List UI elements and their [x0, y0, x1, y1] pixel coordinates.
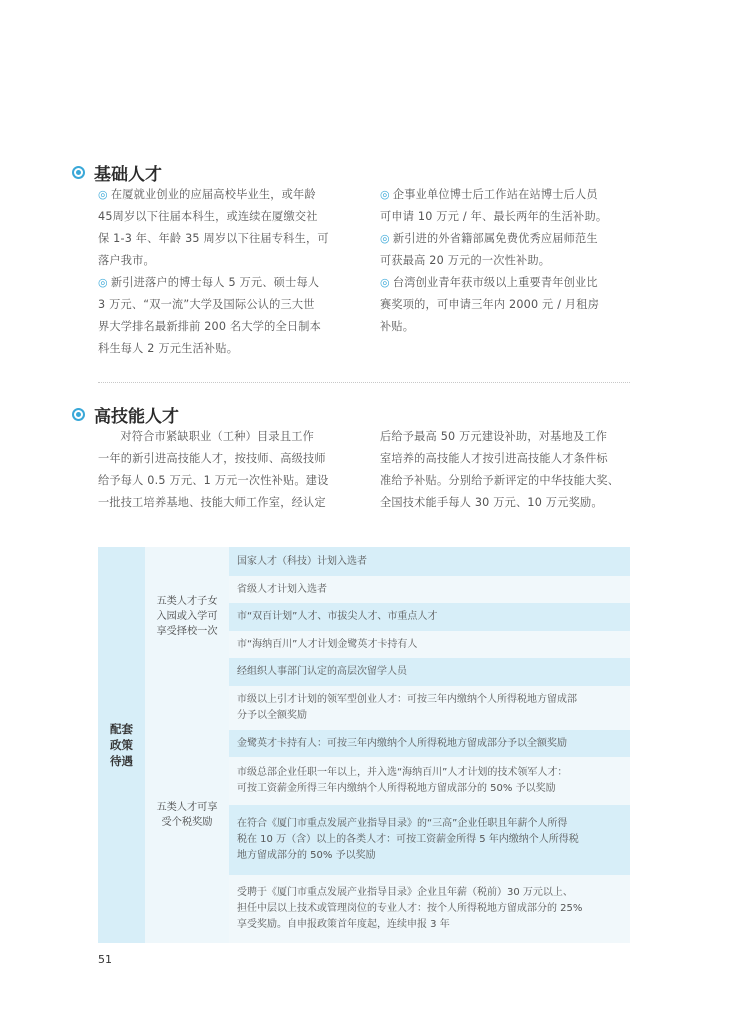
page-number: 51	[98, 953, 112, 966]
text-line: 保 1-3 年、年龄 35 周岁以下往届专科生，可	[98, 232, 329, 245]
basic-left-column	[98, 184, 360, 360]
header-line: 享受择校一次	[156, 626, 218, 637]
text-line: 准给予补贴。分别给予新评定的中华技能大奖、	[380, 474, 620, 487]
ring-bullet-icon: ◎	[98, 188, 108, 201]
ring-bullet-icon: ◎	[98, 276, 108, 289]
table-row: 市级以上引才计划的领军型创业人才：可按三年内缴纳个人所得税地方留成部 分予以全额奖励	[229, 686, 630, 730]
table-row: 市“海纳百川”人才计划金鹭英才卡持有人	[229, 631, 630, 658]
paragraph: ◎ 新引进的外省籍部属免费优秀应届师范生	[380, 232, 598, 245]
section-divider	[98, 382, 630, 383]
target-bullet-icon	[72, 166, 85, 179]
text-line: 落户我市。	[98, 254, 155, 267]
table-row: 国家人才（科技）计划入选者	[229, 547, 630, 576]
paragraph: ◎ 新引进落户的博士每人 5 万元、硕士每人	[98, 276, 320, 289]
text-line: 科生每人 2 万元生活补贴。	[98, 342, 239, 355]
target-bullet-icon	[72, 408, 85, 421]
table-row: 受聘于《厦门市重点发展产业指导目录》企业且年薪（税前）30 万元以上、 担任中层以上技术或管理岗位的专业人才：按个人所得税地方留成部分的 25% 享受奖励。自申报政策首年度起，连续申报 3 年	[229, 875, 630, 943]
high-skill-right-column	[380, 426, 642, 514]
header-line: 配套	[110, 722, 133, 736]
table-row: 省级人才计划入选者	[229, 576, 630, 603]
table-row: 金鹭英才卡持有人：可按三年内缴纳个人所得税地方留成部分予以全额奖励	[229, 730, 630, 757]
text-line: 可获最高 20 万元的一次性补助。	[380, 254, 551, 267]
text-line: 一年的新引进高技能人才，按技师、高级技师	[98, 452, 326, 465]
text-line: 补贴。	[380, 320, 415, 333]
table-row: 市级总部企业任职一年以上，并入选“海纳百川”人才计划的技术领军人才： 可按工资薪金所得三年内缴纳个人所得税地方留成部分的 50% 予以奖励	[229, 757, 630, 805]
text-line: 界大学排名最新排前 200 名大学的全日制本	[98, 320, 322, 333]
text-line: 室培养的高技能人才按引进高技能人才条件标	[380, 452, 608, 465]
ring-bullet-icon: ◎	[380, 232, 390, 245]
text-line: 对符合市紧缺职业（工种）目录且工作	[120, 430, 314, 443]
text-line: 可申请 10 万元 / 年、最长两年的生活补助。	[380, 210, 608, 223]
text-line: 一批技工培养基地、技能大师工作室，经认定	[98, 496, 326, 509]
group-header-tax	[145, 686, 229, 943]
text-line: 3 万元、“双一流”大学及国际公认的三大世	[98, 298, 315, 311]
table-row: 在符合《厦门市重点发展产业指导目录》的“三高”企业任职且年薪个人所得 税在 10 万（含）以上的各类人才：可按工资薪金所得 5 年内缴纳个人所得税 地方留成部分的 50% 予以奖励	[229, 805, 630, 875]
header-line: 入园或入学可	[156, 611, 218, 622]
header-line: 五类人才可享	[156, 801, 218, 813]
table-row: 经组织人事部门认定的高层次留学人员	[229, 658, 630, 686]
header-line: 政策	[110, 738, 133, 752]
section-title-text: 基础人才	[94, 165, 162, 185]
group-header-school	[145, 547, 229, 686]
text-line: 赛奖项的，可申请三年内 2000 元 / 月租房	[380, 298, 600, 311]
section-title-text: 高技能人才	[94, 407, 179, 427]
text-line: 全国技术能手每人 30 万元、10 万元奖励。	[380, 496, 603, 509]
text-line: 45周岁以下往届本科生，或连续在厦缴交社	[98, 210, 318, 223]
section-title-high-skill	[72, 402, 179, 427]
text-line: 后给予最高 50 万元建设补助，对基地及工作	[380, 430, 608, 443]
text-line: 给予每人 0.5 万元、1 万元一次性补贴。建设	[98, 474, 329, 487]
header-line: 受个税奖励	[161, 816, 213, 828]
ring-bullet-icon: ◎	[380, 276, 390, 289]
high-skill-left-column	[98, 426, 360, 514]
section-title-basic	[72, 160, 162, 185]
basic-right-column	[380, 184, 642, 338]
paragraph: ◎ 台湾创业青年获市级以上重要青年创业比	[380, 276, 598, 289]
header-line: 待遇	[110, 754, 133, 768]
paragraph: ◎ 在厦就业创业的应届高校毕业生，或年龄	[98, 188, 316, 201]
ring-bullet-icon: ◎	[380, 188, 390, 201]
policy-table	[98, 547, 630, 943]
table-main-header	[98, 547, 145, 943]
table-row: 市“双百计划”人才、市拔尖人才、市重点人才	[229, 603, 630, 631]
header-line: 五类人才子女	[156, 596, 218, 607]
paragraph: ◎ 企事业单位博士后工作站在站博士后人员	[380, 188, 598, 201]
